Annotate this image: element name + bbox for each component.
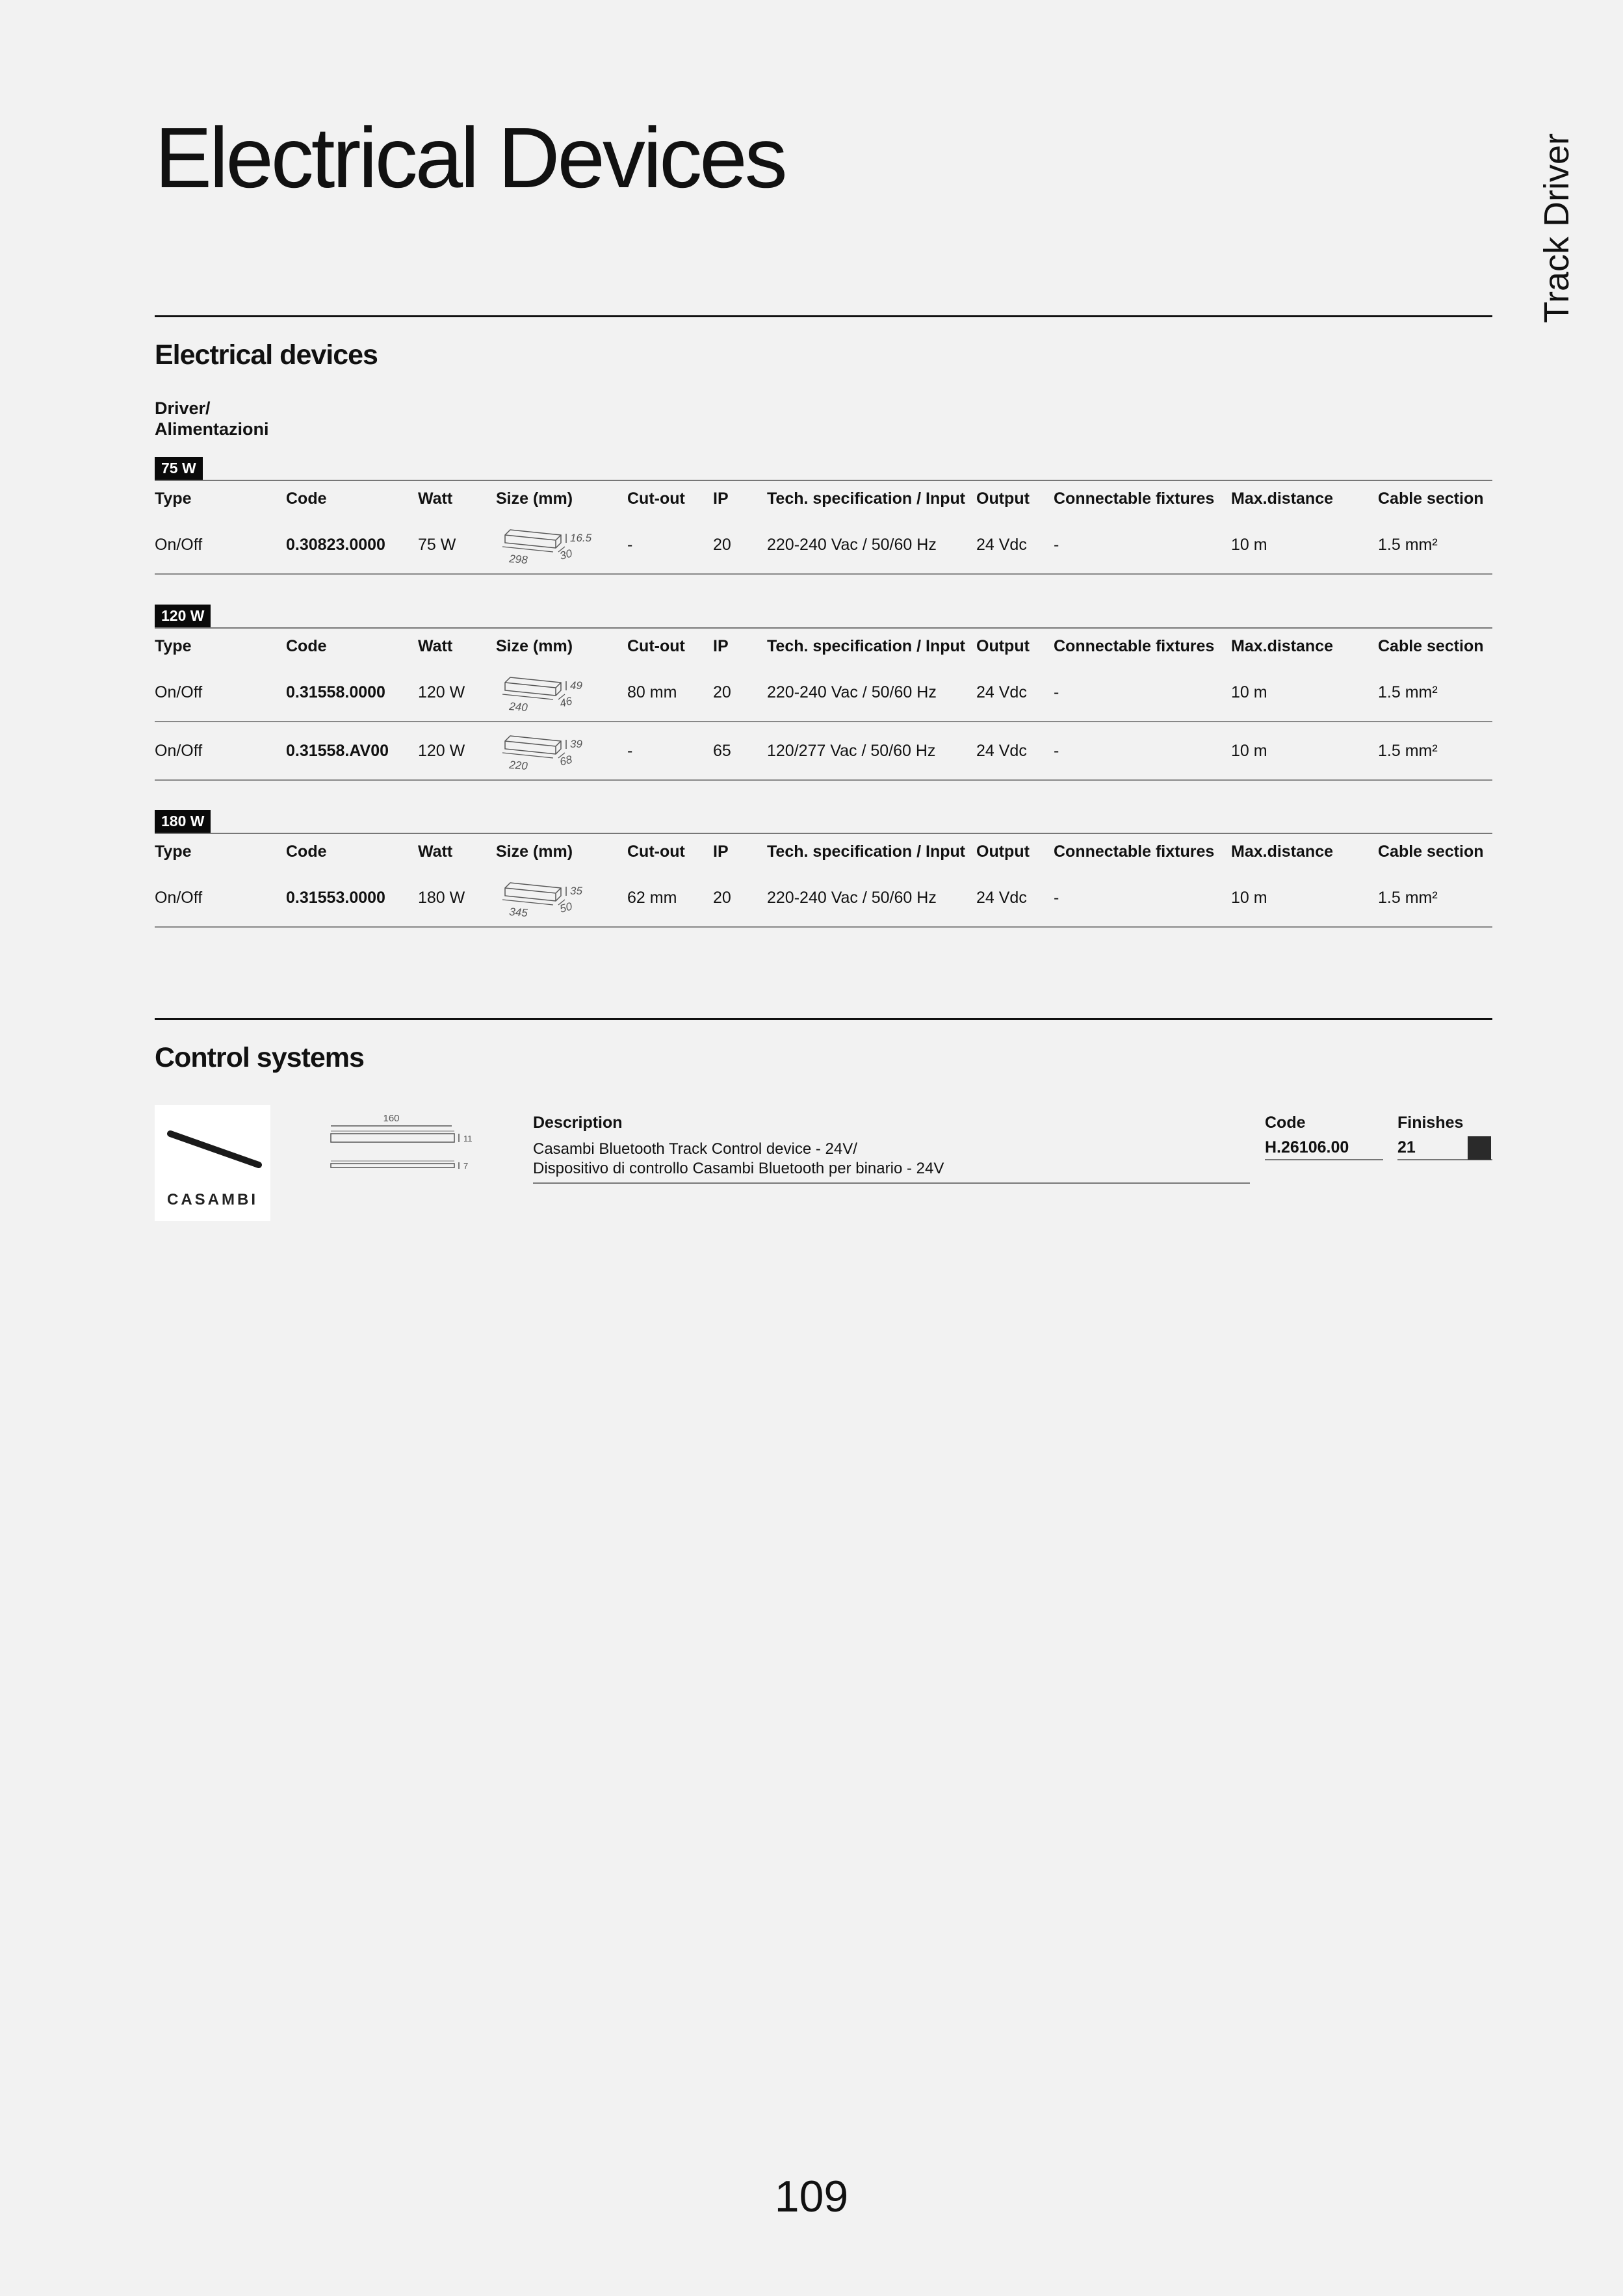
cell-size — [496, 516, 627, 574]
cell-cable-section: 1.5 mm² — [1378, 722, 1492, 780]
size-drawing-icon — [496, 670, 606, 715]
column-header-max-distance: Max.distance — [1231, 480, 1378, 516]
cell-size — [496, 664, 627, 722]
table-row — [155, 516, 1492, 574]
code-underline — [1265, 1159, 1383, 1160]
size-length-label: 298 — [508, 553, 528, 566]
cell-type: On/Off — [155, 516, 286, 574]
cell-cutout: - — [627, 722, 713, 780]
table-row — [155, 722, 1492, 780]
cell-code[interactable]: 0.30823.0000 — [286, 516, 418, 574]
side-label: Track Driver — [1537, 133, 1576, 323]
column-header-ip: IP — [713, 628, 767, 664]
size-length-label: 220 — [508, 759, 528, 772]
size-drawing-icon — [496, 875, 606, 920]
column-header-ip: IP — [713, 833, 767, 869]
cell-fixtures: - — [1054, 722, 1231, 780]
cell-max-distance: 10 m — [1231, 722, 1378, 780]
cell-input: 120/277 Vac / 50/60 Hz — [767, 722, 976, 780]
cell-input: 220-240 Vac / 50/60 Hz — [767, 869, 976, 927]
size-drawing-icon — [496, 728, 606, 774]
cell-watt: 180 W — [418, 869, 496, 927]
column-header-cutout: Cut-out — [627, 833, 713, 869]
cell-ip: 65 — [713, 722, 767, 780]
size-height-label: 39 — [570, 738, 582, 750]
cell-type: On/Off — [155, 664, 286, 722]
column-header-type: Type — [155, 628, 286, 664]
cell-size — [496, 869, 627, 927]
cell-fixtures: - — [1054, 869, 1231, 927]
cell-cutout: - — [627, 516, 713, 574]
cell-ip: 20 — [713, 869, 767, 927]
control-description: Casambi Bluetooth Track Control device - 24V/ Dispositivo di controllo Casambi Bluetooth per binario - 24V — [533, 1140, 944, 1177]
finish-swatch[interactable] — [1468, 1136, 1491, 1160]
size-width-label: 68 — [558, 753, 574, 768]
cell-output: 24 Vdc — [976, 722, 1054, 780]
column-header-code: Code — [286, 833, 418, 869]
cell-output: 24 Vdc — [976, 516, 1054, 574]
section-divider — [155, 315, 1492, 317]
section-title-electrical: Electrical devices — [155, 339, 378, 371]
size-width-label: 46 — [558, 694, 574, 710]
side-tab — [1534, 133, 1579, 325]
column-header-size: Size (mm) — [496, 833, 627, 869]
casambi-logo: CASAMBI — [167, 1191, 258, 1208]
cell-cutout: 62 mm — [627, 869, 713, 927]
cell-code[interactable]: 0.31558.0000 — [286, 664, 418, 722]
column-header-output: Output — [976, 833, 1054, 869]
driver-table-75w — [155, 480, 1492, 575]
drawing-length: 160 — [383, 1113, 400, 1124]
cell-code[interactable]: 0.31553.0000 — [286, 869, 418, 927]
cell-max-distance: 10 m — [1231, 516, 1378, 574]
cell-input: 220-240 Vac / 50/60 Hz — [767, 664, 976, 722]
cell-ip: 20 — [713, 664, 767, 722]
track-device-icon — [155, 1105, 270, 1190]
column-header-fixtures: Connectable fixtures — [1054, 480, 1231, 516]
section-title-control: Control systems — [155, 1042, 364, 1073]
cell-cable-section: 1.5 mm² — [1378, 869, 1492, 927]
column-header-watt: Watt — [418, 628, 496, 664]
table-header-row — [155, 628, 1492, 664]
column-header-code: Code — [286, 628, 418, 664]
column-header-input: Tech. specification / Input — [767, 480, 976, 516]
description-label: Description — [533, 1114, 623, 1132]
cell-watt: 75 W — [418, 516, 496, 574]
column-header-watt: Watt — [418, 833, 496, 869]
cell-input: 220-240 Vac / 50/60 Hz — [767, 516, 976, 574]
column-header-input: Tech. specification / Input — [767, 628, 976, 664]
power-badge-180w: 180 W — [155, 810, 211, 833]
column-header-ip: IP — [713, 480, 767, 516]
cell-max-distance: 10 m — [1231, 664, 1378, 722]
column-header-cable-section: Cable section — [1378, 628, 1492, 664]
cell-ip: 20 — [713, 516, 767, 574]
cell-code[interactable]: 0.31558.AV00 — [286, 722, 418, 780]
size-length-label: 240 — [508, 700, 528, 714]
finish-code[interactable]: 21 — [1397, 1138, 1416, 1156]
driver-table-120w — [155, 627, 1492, 781]
table-header-row — [155, 833, 1492, 869]
code-label: Code — [1265, 1114, 1306, 1132]
power-badge-120w: 120 W — [155, 605, 211, 627]
table-row — [155, 664, 1492, 722]
cell-watt: 120 W — [418, 722, 496, 780]
column-header-type: Type — [155, 833, 286, 869]
column-header-fixtures: Connectable fixtures — [1054, 628, 1231, 664]
size-length-label: 345 — [508, 906, 528, 919]
size-drawing-icon — [496, 522, 606, 567]
column-header-cable-section: Cable section — [1378, 833, 1492, 869]
column-header-fixtures: Connectable fixtures — [1054, 833, 1231, 869]
page-number: 109 — [774, 2172, 849, 2221]
dimension-drawing — [328, 1110, 478, 1175]
cell-type: On/Off — [155, 722, 286, 780]
cell-fixtures: - — [1054, 664, 1231, 722]
column-header-type: Type — [155, 480, 286, 516]
table-header-row — [155, 480, 1492, 516]
column-header-output: Output — [976, 628, 1054, 664]
drawing-height-top: 11 — [463, 1134, 473, 1143]
cell-type: On/Off — [155, 869, 286, 927]
cell-output: 24 Vdc — [976, 664, 1054, 722]
cell-fixtures: - — [1054, 516, 1231, 574]
table-row — [155, 869, 1492, 927]
driver-subheading: Driver/ Alimentazioni — [155, 398, 269, 439]
size-height-label: 49 — [570, 679, 582, 692]
column-header-cutout: Cut-out — [627, 480, 713, 516]
section-divider — [155, 1018, 1492, 1020]
column-header-cutout: Cut-out — [627, 628, 713, 664]
drawing-height-bottom: 7 — [463, 1161, 469, 1171]
finishes-label: Finishes — [1397, 1114, 1464, 1132]
cell-cable-section: 1.5 mm² — [1378, 664, 1492, 722]
cell-size — [496, 722, 627, 780]
size-height-label: 16.5 — [570, 532, 592, 544]
column-header-watt: Watt — [418, 480, 496, 516]
cell-watt: 120 W — [418, 664, 496, 722]
driver-table-180w — [155, 833, 1492, 928]
cell-output: 24 Vdc — [976, 869, 1054, 927]
column-header-max-distance: Max.distance — [1231, 628, 1378, 664]
cell-max-distance: 10 m — [1231, 869, 1378, 927]
cell-cable-section: 1.5 mm² — [1378, 516, 1492, 574]
column-header-code: Code — [286, 480, 418, 516]
size-width-label: 50 — [558, 900, 574, 915]
power-badge-75w: 75 W — [155, 457, 203, 480]
cell-cutout: 80 mm — [627, 664, 713, 722]
column-header-output: Output — [976, 480, 1054, 516]
column-header-max-distance: Max.distance — [1231, 833, 1378, 869]
size-height-label: 35 — [570, 885, 582, 897]
description-underline — [533, 1182, 1250, 1184]
size-width-label: 30 — [558, 547, 574, 562]
column-header-input: Tech. specification / Input — [767, 833, 976, 869]
column-header-cable-section: Cable section — [1378, 480, 1492, 516]
column-header-size: Size (mm) — [496, 480, 627, 516]
control-code[interactable]: H.26106.00 — [1265, 1138, 1349, 1156]
product-image — [155, 1105, 270, 1221]
page-title: Electrical Devices — [155, 110, 785, 205]
column-header-size: Size (mm) — [496, 628, 627, 664]
